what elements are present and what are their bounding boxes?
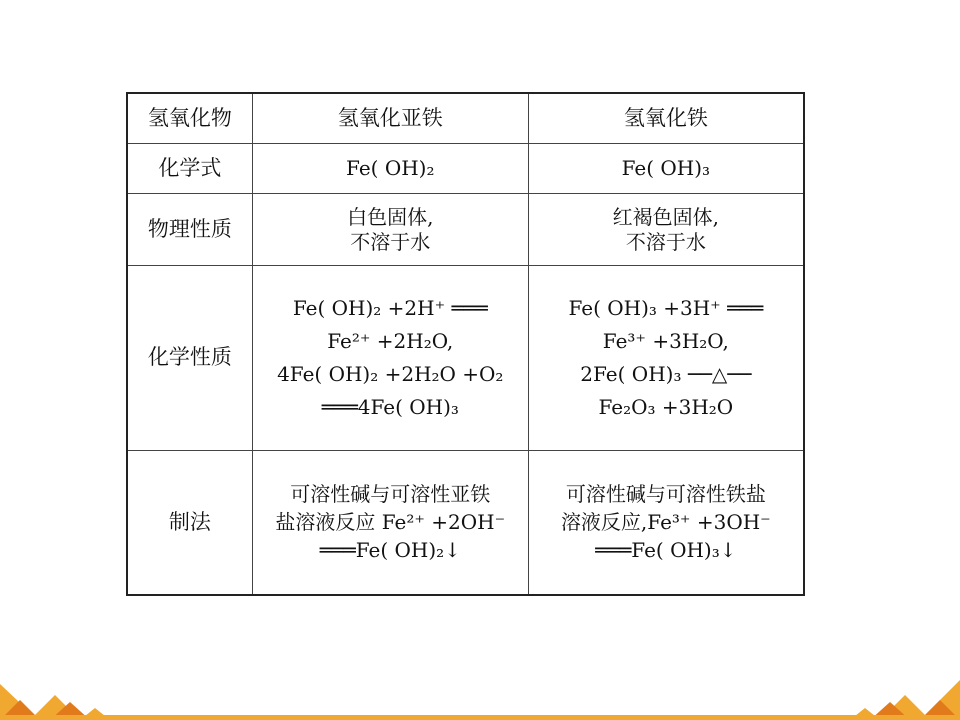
fe3-formula-line: Fe( OH)₃	[621, 156, 711, 180]
fe2-chemical-line-4: ═══4Fe( OH)₃	[321, 395, 459, 419]
cell-fe2-formula	[252, 143, 528, 193]
corner-decoration-right	[840, 670, 960, 720]
fe3-prep-line-3: ═══Fe( OH)₃↓	[595, 538, 737, 563]
fe2-chemical-line-2: Fe²⁺ +2H₂O,	[327, 329, 454, 353]
fe2-physical-line-1: 白色固体,	[347, 204, 434, 229]
cell-fe2-chemical	[252, 265, 528, 450]
fe3-chemical-line-2: Fe³⁺ +3H₂O,	[602, 329, 729, 353]
table-row-formula	[127, 143, 804, 193]
fe3-physical-line-1: 红褐色固体,	[612, 204, 720, 229]
fe2-chemical-line-1: Fe( OH)₂ +2H⁺ ═══	[292, 296, 488, 320]
fe3-chemical-line-4: Fe₂O₃ +3H₂O	[598, 395, 734, 419]
fe2-prep-line-3: ═══Fe( OH)₂↓	[319, 538, 461, 563]
fe2-formula-line: Fe( OH)₂	[346, 156, 435, 180]
fe3-prep-line-1: 可溶性碱与可溶性铁盐	[565, 482, 766, 507]
cell-fe3-formula	[528, 143, 804, 193]
fe3-chemical-line-1: Fe( OH)₃ +3H⁺ ═══	[568, 296, 764, 320]
cell-fe3-physical	[528, 193, 804, 265]
comparison-table	[126, 92, 805, 596]
row-label-formula: 化学式	[127, 143, 252, 193]
fe2-prep-line-2: 盐溶液反应 Fe²⁺ +2OH⁻	[275, 510, 506, 535]
header-cell-ferrous-hydroxide: 氢氧化亚铁	[252, 93, 528, 143]
row-label-chemical: 化学性质	[127, 265, 252, 450]
cell-fe2-physical	[252, 193, 528, 265]
cell-fe2-preparation	[252, 450, 528, 595]
table-row-preparation	[127, 450, 804, 595]
corner-decoration-left	[0, 670, 120, 720]
table-row-physical	[127, 193, 804, 265]
row-label-preparation: 制法	[127, 450, 252, 595]
fe3-physical-line-2: 不溶于水	[625, 229, 706, 254]
row-label-physical: 物理性质	[127, 193, 252, 265]
fe2-physical-line-2: 不溶于水	[350, 229, 431, 254]
table-row-chemical	[127, 265, 804, 450]
bottom-accent-bar	[0, 715, 960, 720]
fe3-prep-line-2: 溶液反应,Fe³⁺ +3OH⁻	[560, 510, 771, 535]
fe3-chemical-line-3: 2Fe( OH)₃ ──△──	[580, 362, 752, 386]
table-header-row	[127, 93, 804, 143]
cell-fe3-preparation	[528, 450, 804, 595]
cell-fe3-chemical	[528, 265, 804, 450]
header-cell-hydroxide: 氢氧化物	[127, 93, 252, 143]
fe2-chemical-line-3: 4Fe( OH)₂ +2H₂O +O₂	[277, 362, 504, 386]
header-cell-ferric-hydroxide: 氢氧化铁	[528, 93, 804, 143]
fe2-prep-line-1: 可溶性碱与可溶性亚铁	[290, 482, 491, 507]
